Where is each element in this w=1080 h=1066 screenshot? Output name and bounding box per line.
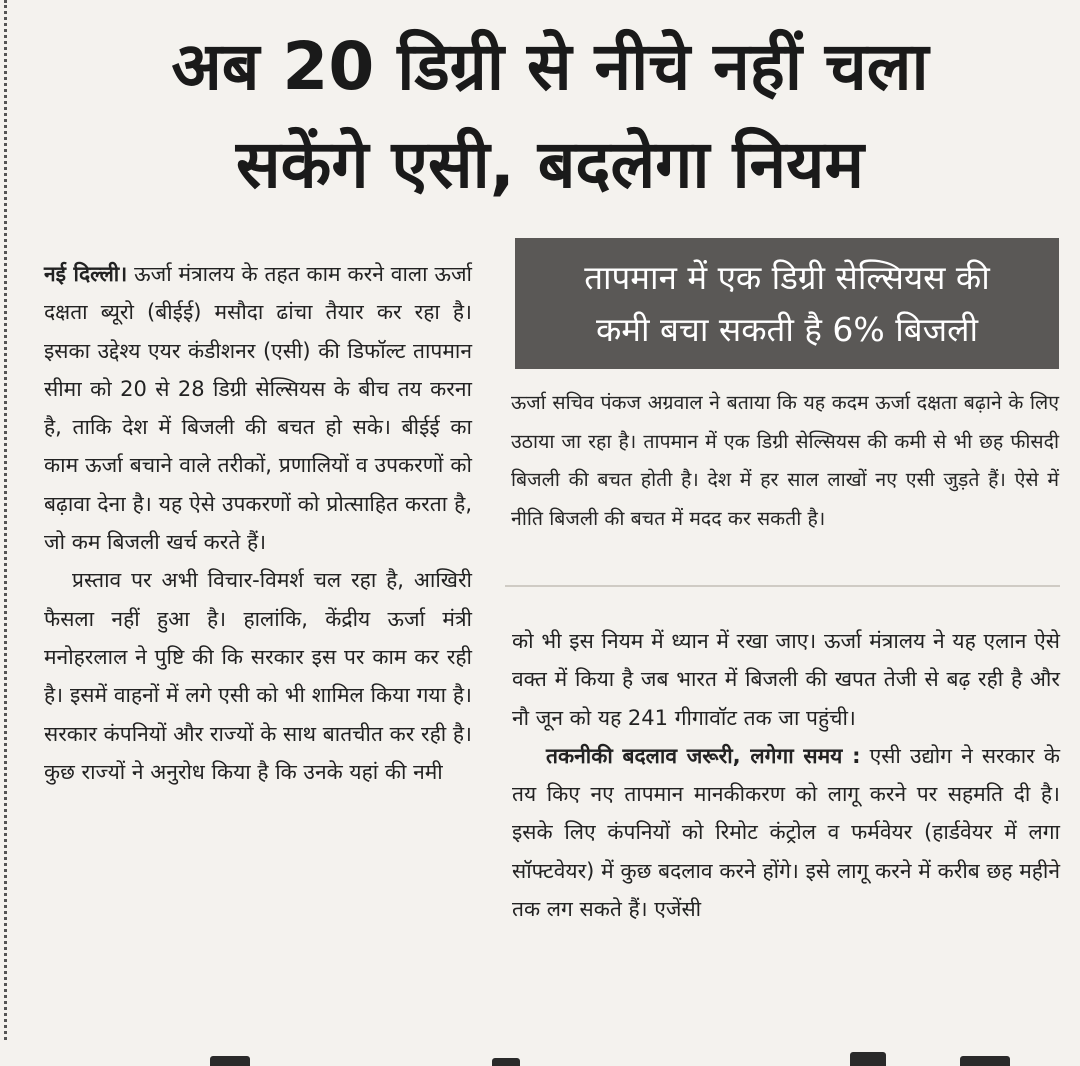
- right-paragraph-2: [512, 737, 1060, 928]
- highlight-line-2: कमी बचा सकती है 6% बिजली: [595, 309, 979, 349]
- left-paragraph-2: प्रस्ताव पर अभी विचार-विमर्श चल रहा है, आखिरी फैसला नहीं हुआ है। हालांकि, केंद्रीय ऊर्जा मंत्री मनोहरलाल ने पुष्टि की कि सरकार इस पर काम कर रही है। इसमें वाहनों में लगे एसी को भी शामिल किया गया है। सरकार कंपनियों और राज्यों के साथ बातचीत कर रही है। कुछ राज्यों ने अनुरोध किया है कि उनके यहां की नमी: [44, 568, 472, 784]
- left-column: [44, 255, 472, 791]
- cutoff-glyph: [850, 1052, 886, 1066]
- headline-line-1: अब 20 डिग्री से नीचे नहीं चला: [171, 28, 929, 105]
- highlight-body-text: ऊर्जा सचिव पंकज अग्रवाल ने बताया कि यह कदम ऊर्जा दक्षता बढ़ाने के लिए उठाया जा रहा है। तापमान में एक डिग्री सेल्सियस की कमी से भी छह फीसदी बिजली की बचत होती है। देश में हर साल लाखों नए एसी जुड़ते हैं। ऐसे में नीति बिजली की बचत में मदद कर सकती है।: [511, 391, 1059, 530]
- left-paragraph-1-body: ऊर्जा मंत्रालय के तहत काम करने वाला ऊर्जा दक्षता ब्यूरो (बीईई) मसौदा ढांचा तैयार कर रहा है। इसका उद्देश्य एयर कंडीशनर (एसी) की डिफॉल्ट तापमान सीमा को 20 से 28 डिग्री सेल्सियस के बीच तय करना है, ताकि देश में बिजली की बचत हो सके। बीईई का काम ऊर्जा बचाने वाले तरीकों, प्रणालियों व उपकरणों को बढ़ावा देना है। यह ऐसे उपकरणों को प्रोत्साहित करता है, जो कम बिजली खर्च करते हैं।: [44, 262, 472, 555]
- right-paragraph-2-body: एसी उद्योग ने सरकार के तय किए नए तापमान मानकीकरण को लागू करने पर सहमति दी है। इसके लिए कंपनियों को रिमोट कंट्रोल व फर्मवेयर (हार्डवेयर में लगा सॉफ्टवेयर) में कुछ बदलाव करने होंगे। इसे लागू करने में करीब छह महीने तक लग सकते हैं। एजेंसी: [512, 743, 1060, 922]
- right-paragraph-1: को भी इस नियम में ध्यान में रखा जाए। ऊर्जा मंत्रालय ने यह एलान ऐसे वक्त में किया है जब भारत में बिजली की खपत तेजी से बढ़ रही है और नौ जून को यह 241 गीगावॉट तक जा पहुंची।: [512, 629, 1060, 730]
- cutoff-glyph: [210, 1056, 250, 1066]
- section-divider: [505, 585, 1060, 587]
- next-article-cutoff: [0, 1050, 1080, 1066]
- headline: [30, 18, 1070, 214]
- highlight-line-1: तापमान में एक डिग्री सेल्सियस की: [584, 257, 990, 297]
- headline-line-2: सकेंगे एसी, बदलेगा नियम: [236, 126, 864, 203]
- right-column: [512, 622, 1060, 928]
- dateline: नई दिल्ली।: [44, 262, 128, 286]
- subheading: तकनीकी बदलाव जरूरी, लगेगा समय :: [546, 743, 861, 768]
- left-paragraph-1: [44, 255, 472, 561]
- column-rule-dotted: [4, 0, 7, 1040]
- cutoff-glyph: [960, 1056, 1010, 1066]
- cutoff-glyph: [492, 1058, 520, 1066]
- highlight-box: [515, 238, 1059, 369]
